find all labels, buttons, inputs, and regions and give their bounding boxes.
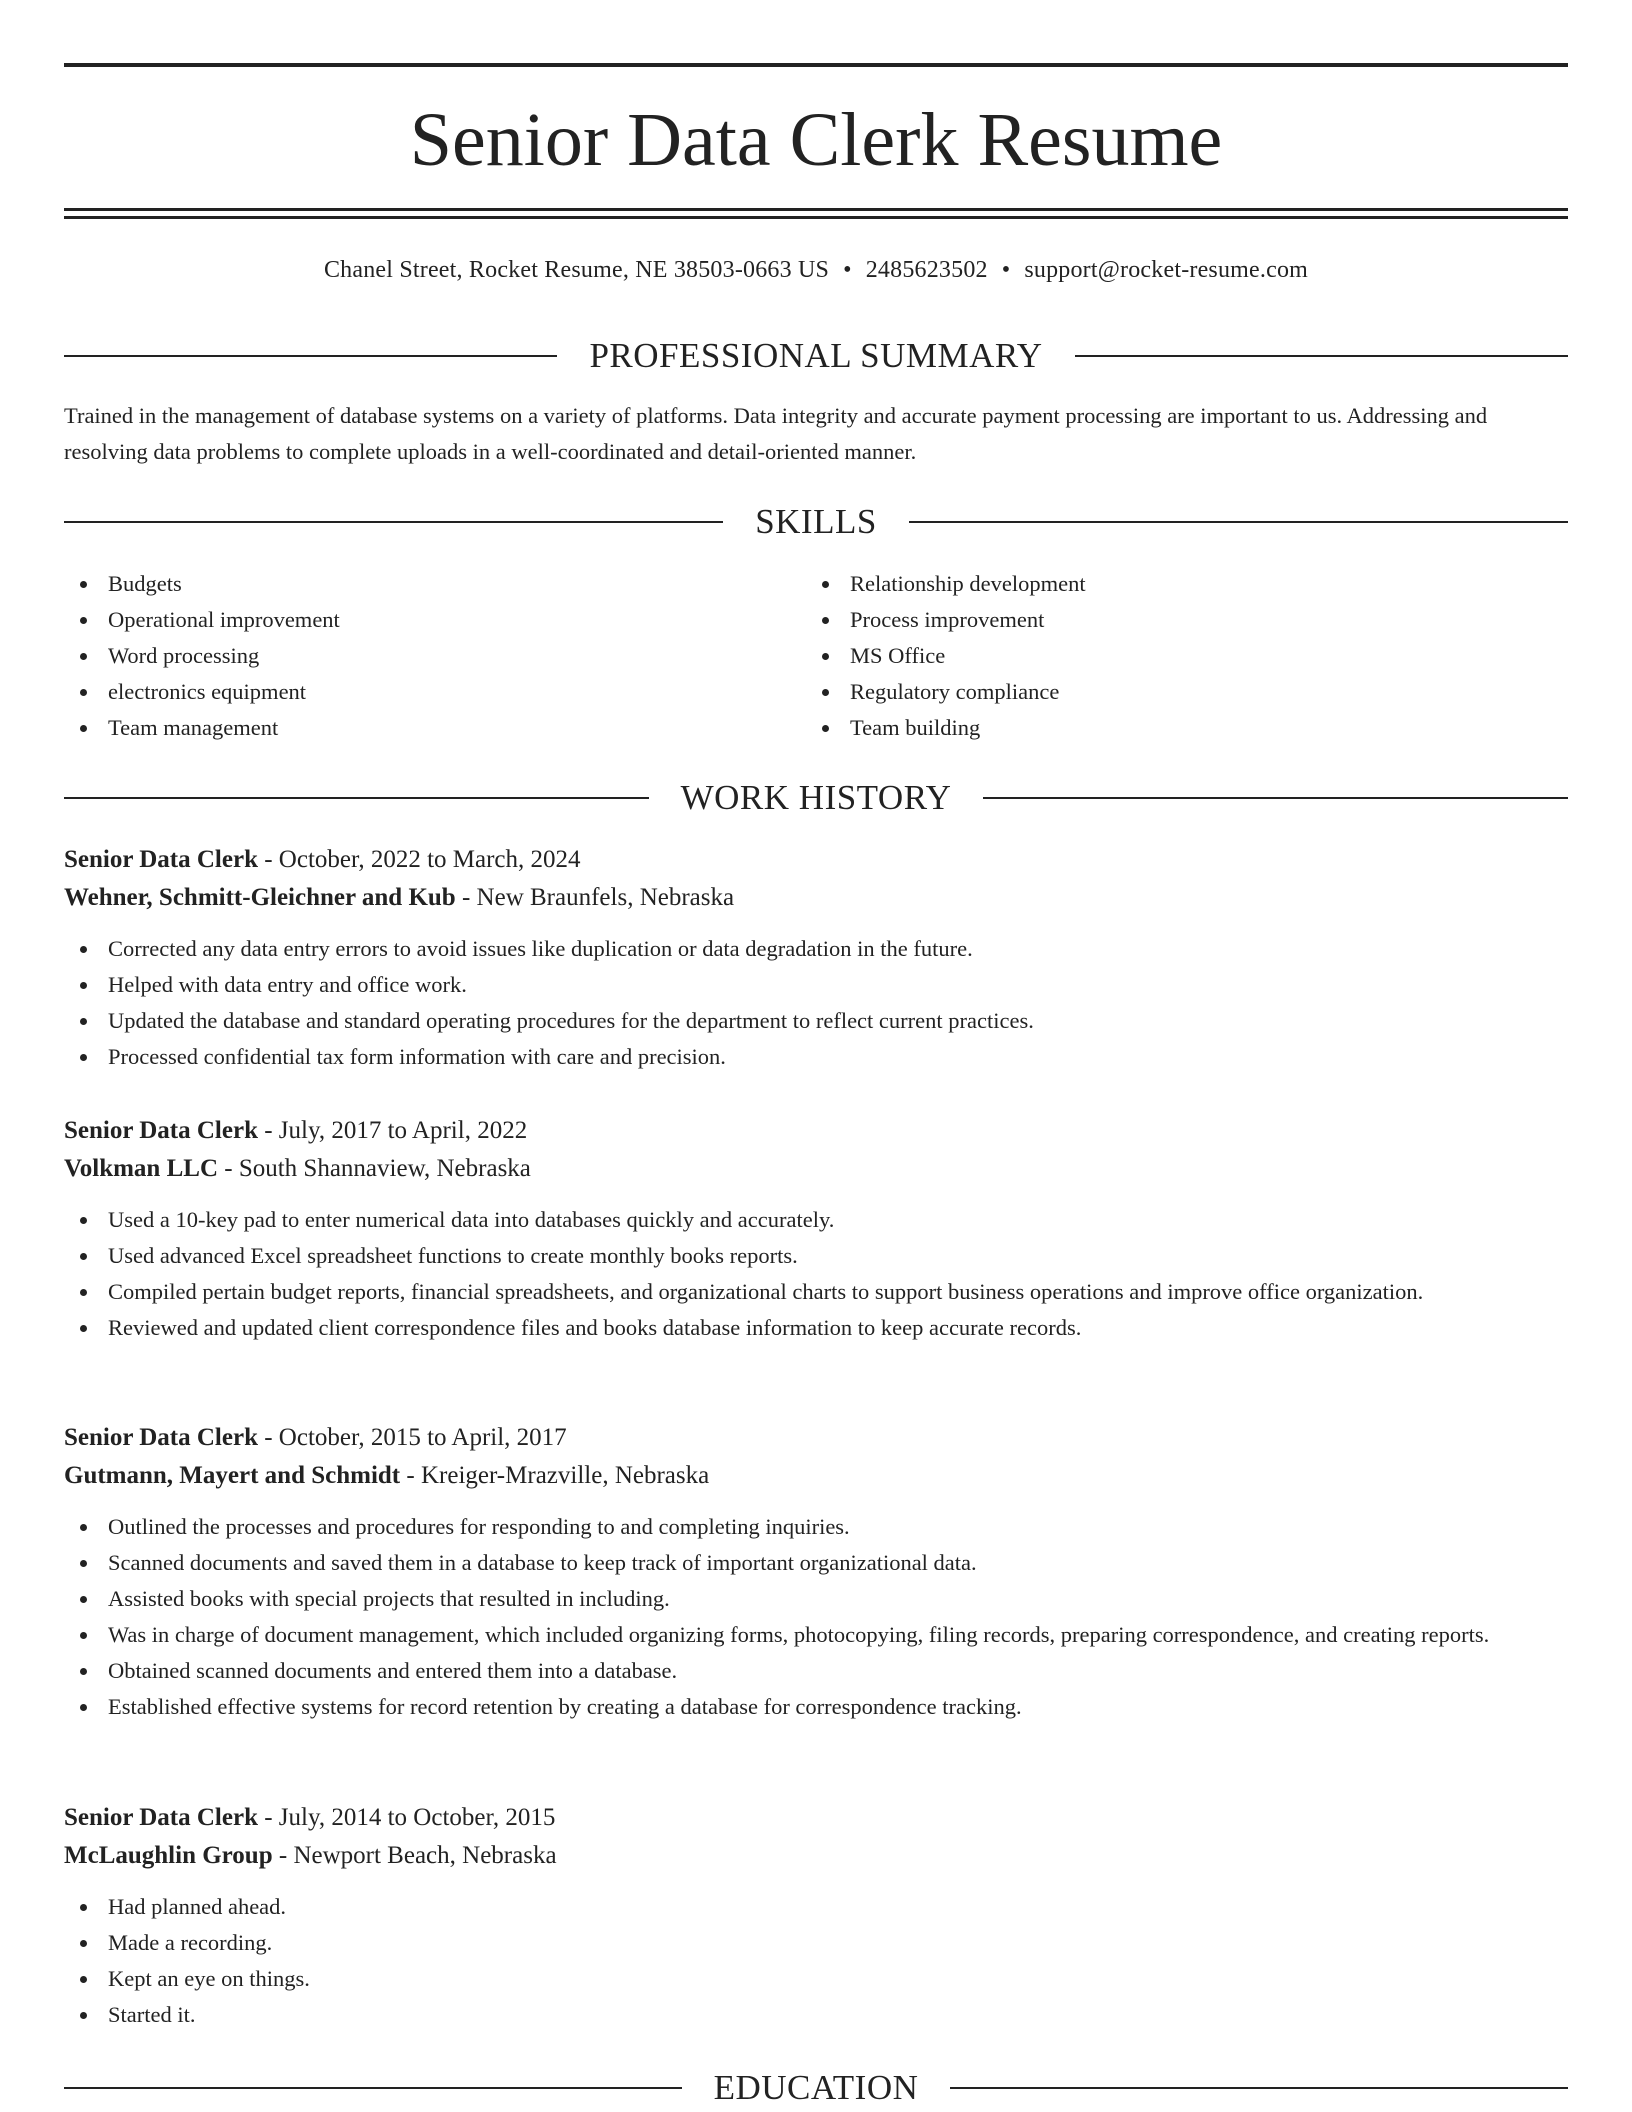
job-location: - Newport Beach, Nebraska (272, 1842, 557, 1869)
job-entry (64, 1419, 1568, 1725)
job-dates: - October, 2022 to March, 2024 (257, 846, 581, 873)
job-title-line (64, 1419, 1568, 1457)
job-company: Wehner, Schmitt-Gleichner and Kub (64, 884, 456, 911)
heading-rule-right (983, 797, 1568, 799)
job-company: McLaughlin Group (64, 1842, 273, 1869)
job-location: - South Shannaview, Nebraska (218, 1155, 531, 1182)
job-bullets (64, 1202, 1568, 1346)
job-entry (64, 841, 1568, 1075)
job-bullet: Kept an eye on things. (64, 1961, 1568, 1997)
job-bullet: Helped with data entry and office work. (64, 967, 1568, 1003)
job-bullet: Scanned documents and saved them in a database to keep track of important organizational data. (64, 1545, 1568, 1581)
contact-separator: • (1001, 257, 1011, 283)
job-bullet: Processed confidential tax form information with care and precision. (64, 1039, 1568, 1075)
job-bullet: Used a 10-key pad to enter numerical data into databases quickly and accurately. (64, 1202, 1568, 1238)
job-bullet: Obtained scanned documents and entered them into a database. (64, 1653, 1568, 1689)
job-bullet: Had planned ahead. (64, 1889, 1568, 1925)
job-entry (64, 1799, 1568, 2033)
section-heading-skills (64, 500, 1568, 544)
section-title: PROFESSIONAL SUMMARY (589, 336, 1043, 375)
job-bullet: Reviewed and updated client correspondence files and books database information to keep accurate records. (64, 1310, 1568, 1346)
job-dates: - July, 2017 to April, 2022 (257, 1117, 528, 1144)
job-dates: - October, 2015 to April, 2017 (257, 1424, 567, 1451)
skill-item: Budgets (64, 566, 764, 602)
top-rule (64, 63, 1568, 67)
job-location: - Kreiger-Mrazville, Nebraska (400, 1462, 710, 1489)
section-title: EDUCATION (713, 2068, 919, 2107)
job-bullets (64, 1889, 1568, 2033)
skill-item: Word processing (64, 638, 764, 674)
heading-rule-right (950, 2087, 1568, 2089)
contact-email[interactable]: support@rocket-resume.com (1024, 257, 1309, 283)
skill-item: Relationship development (806, 566, 1506, 602)
section-heading-education (64, 2066, 1568, 2110)
job-title-line (64, 841, 1568, 879)
job-bullet: Established effective systems for record retention by creating a database for correspondence tracking. (64, 1689, 1568, 1725)
job-title: Senior Data Clerk (64, 1117, 258, 1144)
job-bullet: Started it. (64, 1997, 1568, 2033)
contact-separator: • (843, 257, 852, 283)
summary-text: Trained in the management of database systems on a variety of platforms. Data integrity and accurate payment processing are important to us. Addressing and resolving data problems to complete uploads in a well-coordinated and detail-oriented manner. (64, 403, 1488, 464)
section-heading-work-history (64, 776, 1568, 820)
job-bullets (64, 931, 1568, 1075)
skill-item: MS Office (806, 638, 1506, 674)
job-title: Senior Data Clerk (64, 1804, 258, 1831)
job-employer-line (64, 1150, 1568, 1188)
job-bullet: Used advanced Excel spreadsheet functions to create monthly books reports. (64, 1238, 1568, 1274)
section-heading-summary (64, 334, 1568, 378)
skill-item: Team building (806, 710, 1506, 746)
job-bullets (64, 1509, 1568, 1725)
heading-rule-right (1075, 355, 1568, 357)
job-bullet: Outlined the processes and procedures for responding to and completing inquiries. (64, 1509, 1568, 1545)
job-company: Gutmann, Mayert and Schmidt (64, 1462, 401, 1489)
skills-list-right (806, 566, 1506, 746)
job-title: Senior Data Clerk (64, 846, 258, 873)
skill-item: electronics equipment (64, 674, 764, 710)
job-bullet: Corrected any data entry errors to avoid issues like duplication or data degradation in the future. (64, 931, 1568, 967)
contact-phone: 2485623502 (865, 257, 988, 283)
heading-rule-left (64, 2087, 682, 2089)
job-title-line (64, 1112, 1568, 1150)
resume-title: Senior Data Clerk Resume (409, 98, 1223, 182)
job-location: - New Braunfels, Nebraska (455, 884, 735, 911)
heading-rule-right (909, 521, 1568, 523)
job-company: Volkman LLC (64, 1155, 218, 1182)
heading-rule-left (64, 797, 649, 799)
job-dates: - July, 2014 to October, 2015 (257, 1804, 556, 1831)
skill-item: Team management (64, 710, 764, 746)
job-employer-line (64, 1457, 1568, 1495)
job-entry (64, 1112, 1568, 1346)
job-title-line (64, 1799, 1568, 1837)
skill-item: Regulatory compliance (806, 674, 1506, 710)
job-bullet: Made a recording. (64, 1925, 1568, 1961)
skill-item: Operational improvement (64, 602, 764, 638)
job-bullet: Updated the database and standard operating procedures for the department to reflect current practices. (64, 1003, 1568, 1039)
skills-list-left (64, 566, 764, 746)
contact-line (64, 252, 1568, 288)
section-title: WORK HISTORY (680, 778, 952, 817)
title-rule-upper (64, 208, 1568, 211)
job-title: Senior Data Clerk (64, 1424, 258, 1451)
job-employer-line (64, 1837, 1568, 1875)
section-title: SKILLS (755, 502, 877, 541)
job-bullet: Compiled pertain budget reports, financial spreadsheets, and organizational charts to support business operations and improve office organization. (64, 1274, 1568, 1310)
heading-rule-left (64, 355, 557, 357)
job-employer-line (64, 879, 1568, 917)
contact-address: Chanel Street, Rocket Resume, NE 38503-0663 US (323, 257, 830, 283)
job-bullet: Was in charge of document management, which included organizing forms, photocopying, filing records, preparing correspondence, and creating reports. (64, 1617, 1568, 1653)
heading-rule-left (64, 521, 723, 523)
title-rule-lower (64, 216, 1568, 219)
skill-item: Process improvement (806, 602, 1506, 638)
job-bullet: Assisted books with special projects that resulted in including. (64, 1581, 1568, 1617)
